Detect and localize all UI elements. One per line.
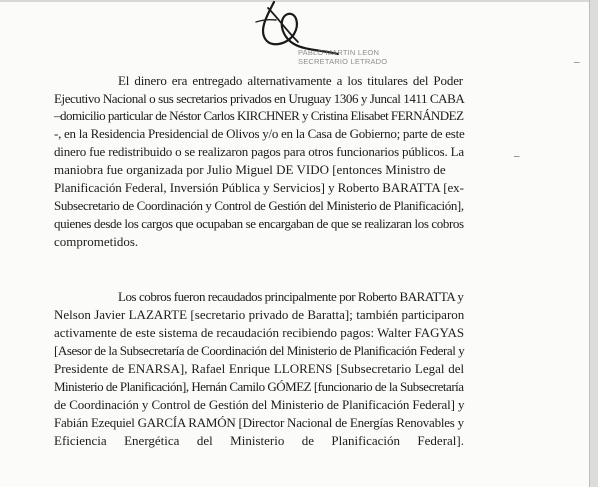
margin-tick-mark: – — [514, 150, 520, 162]
text-line: Los cobros fueron recaudados principalmente por Roberto BARATTA y — [118, 289, 464, 304]
text-line: dinero fue redistribuido o se realizaron pagos para otros funcionarios públicos. La — [54, 144, 464, 159]
text-line: maniobra fue organizada por Julio Miguel DE VIDO [entonces Ministro de — [54, 162, 446, 177]
text-line: Ministerio de Planificación], Hernán Camilo GÓMEZ [funcionario de la Subsecretaría — [54, 379, 464, 394]
margin-tick-mark: – — [574, 56, 580, 68]
stamp-name: PABLO MARTIN LEON — [298, 48, 380, 57]
text-line: -, en la Residencia Presidencial de Olivos y/o en la Casa de Gobierno; parte de este — [54, 126, 465, 141]
text-line: activamente de este sistema de recaudación recibiendo pagos: Walter FAGYAS — [54, 325, 465, 340]
text-line: comprometidos. — [54, 234, 139, 249]
text-line: [Asesor de la Subsecretaría de Coordinación del Ministerio de Planificación Federal y — [54, 343, 465, 358]
text-line: El dinero era entregado alternativamente a los titulares del Poder — [118, 73, 463, 88]
text-line: quienes desde los cargos que ocupaban se encargaban de que se realizaran los cobros — [54, 216, 464, 231]
text-line: Presidente de ENARSA], Rafael Enrique LLORENS [Subsecretario Legal del — [54, 361, 465, 376]
text-line: Eficiencia Energética del Ministerio de Planificación Federal]. — [54, 433, 464, 448]
text-line: –domicilio particular de Néstor Carlos KIRCHNER y Cristina Elisabet FERNÁNDEZ — [54, 108, 464, 123]
stamp-title: SECRETARIO LETRADO — [298, 57, 388, 66]
text-line: de Coordinación y Control de Gestión del Ministerio de Planificación Federal] y — [54, 397, 465, 412]
text-line: Planificación Federal, Inversión Pública y Servicios] y Roberto BARATTA [ex- — [54, 180, 464, 195]
page-edge-shadow — [589, 0, 598, 487]
text-line: Nelson Javier LAZARTE [secretario privado de Baratta]; también participaron — [54, 307, 465, 322]
text-line: Fabián Ezequiel GARCÍA RAMÓN [Director Nacional de Energías Renovables y — [54, 415, 464, 430]
text-line: Subsecretario de Coordinación y Control de Gestión del Ministerio de Planificación], — [54, 198, 464, 213]
official-stamp — [298, 48, 388, 66]
text-line: Ejecutivo Nacional o sus secretarios privados en Uruguay 1306 y Juncal 1411 CABA — [54, 91, 465, 106]
